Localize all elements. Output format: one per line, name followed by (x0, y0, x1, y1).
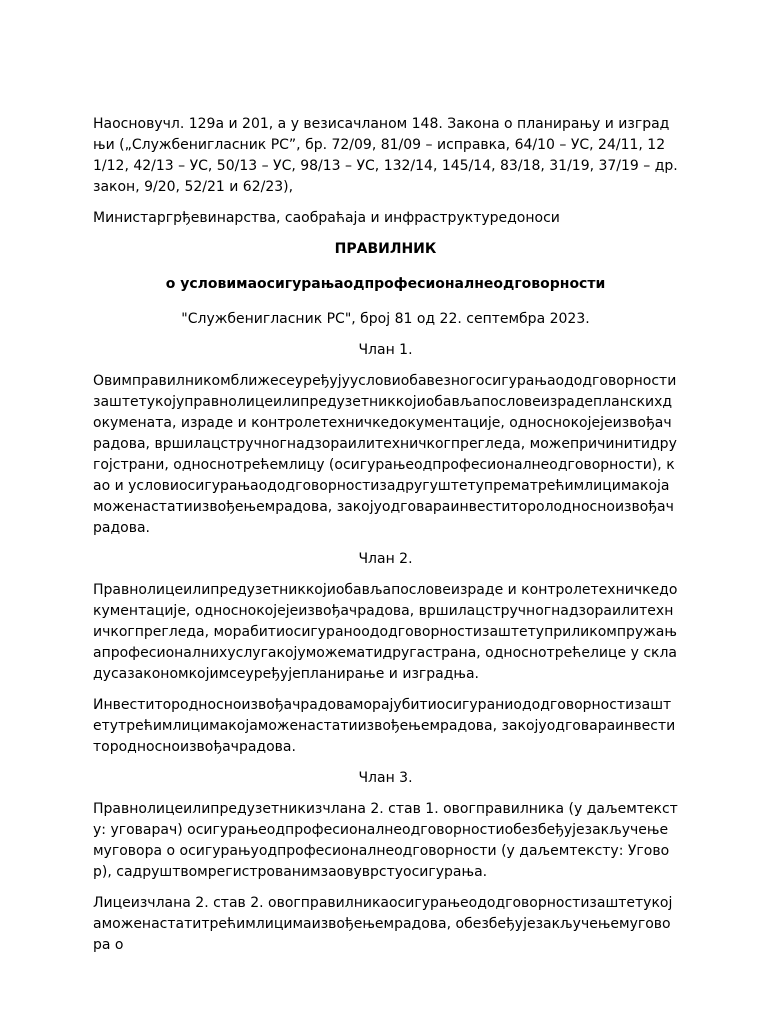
article-1-heading: Члан 1. (358, 342, 413, 358)
document-title: ПРАВИЛНИК (334, 241, 437, 257)
article-3-paragraph-1: Правнолицеилипредузетникизчлана 2. став 1. овогправилника (у даљемтексту: уговарач) осигурањеодпрофесионалнеодговорностиобезбеђујезакључењемуговора о осигурањуодпрофесионалнеодговорности (у даљемтексту: Уговор), садруштвомрегистрованимзаовуврстуосигурања. (93, 801, 678, 880)
gazette-reference: "Службенигласник РС", број 81 од 22. септембра 2023. (181, 311, 590, 327)
article-3-paragraph-2: Лицеизчлана 2. став 2. овогправилникаосигурањеододговорностизаштетукојаможенастатитрећимлицимаизвођењемрадова, обезбеђујезакључењемуговора о (93, 895, 673, 953)
article-1-text-b: другуштетупрематрећимлицимакојаможенастатиизвођењемрадова, закојуодговараинвеститоролодносноизвођачрадова. (93, 478, 674, 536)
article-1-paragraph (93, 371, 678, 539)
article-2-heading: Члан 2. (358, 551, 413, 567)
article-2-paragraph-2: Инвеститородносноизвођачрадоваморајубитиосигураниододговорностизаштетутрећимлицимакојаможенастатиизвођењемрадова, закојуодговараинвеститородносноизвођачрадова. (93, 697, 676, 755)
article-2-paragraph-1: Правнолицеилипредузетниккојиобављапословеизраде и контролетехничкедокументације, односнокојејеизвођачрадова, вршилацстручногнадзораилитехничкогпрегледа, морабитиосигураноододговорностизаштетуприликомпружањапрофесионалнихуслугакојуможематидругастрана, односнотрећелице у складусазакономкојимсеуређујепланирање и изградња. (93, 582, 678, 682)
article-1-text-a: Овимправилникомближесеуређујуусловиобавезногосигурањаододговорности заштетукојуправнолицеилипредузетниккојиобављапословеизрадепланскихдокумената, израде и контролетехничкедокументације, односнокојејеизвођачрадова, вршилацстручногнадзораилитехничкогпрегледа, можепричинитидругојстрани, односнотрећемлицу (осигурањеодпрофесионалнеодговорности), као и условиосигурањаододговорностиза (93, 373, 677, 494)
issuer-paragraph: Министаргрђевинарства, саобраћаја и инфраструктуредоноси (93, 210, 560, 226)
document-subtitle: о условимаосигурањаодпрофесионалнеодговорности (165, 276, 606, 292)
document-page (93, 114, 678, 966)
article-3-heading: Члан 3. (358, 770, 413, 786)
preamble-paragraph: Наосновучл. 129а и 201, а у везисачланом 148. Закона о планирању и изградњи („Службенигласник РС”, бр. 72/09, 81/09 – исправка, 64/10 – УС, 24/11, 121/12, 42/13 – УС, 50/13 – УС, 98/13 – УС, 132/14, 145/14, 83/18, 31/19, 37/19 – др. закон, 9/20, 52/21 и 62/23), (93, 116, 678, 195)
